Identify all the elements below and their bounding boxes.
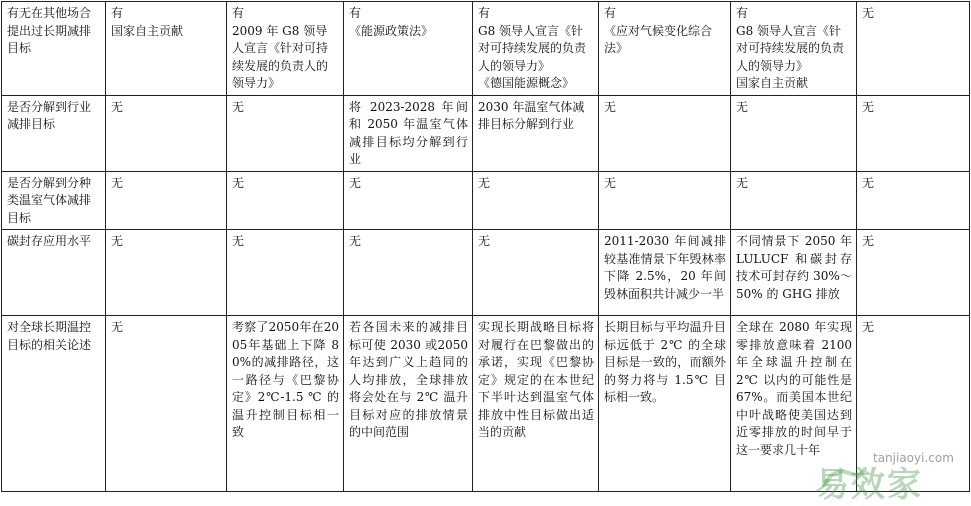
table-cell: 无: [344, 230, 473, 316]
row-header: 是否分解到行业减排目标: [2, 95, 106, 171]
table-cell: 实现长期战略目标将对履行在巴黎做出的承诺，实现《巴黎协定》规定的在本世纪下半叶达到温室气体排放中性目标做出适当的贡献: [473, 316, 599, 492]
table-cell: 无: [731, 95, 857, 171]
table-cell: 无: [106, 230, 227, 316]
table-cell: 有 《能源政策法》: [344, 2, 473, 96]
table-cell: 无: [227, 95, 344, 171]
table-row: [2, 230, 970, 316]
table-cell: 不同情景下 2050 年 LULUCF 和碳封存技术可封存约 30%～50% 的 GHG 排放: [731, 230, 857, 316]
table-cell: 考察了2050年在2005年基础上下降 80%的减排路径，这一路径与《巴黎协定》2℃-1.5 ℃ 的温升控制目标相一致: [227, 316, 344, 492]
table-cell: 无: [344, 171, 473, 230]
table-cell: 无: [473, 230, 599, 316]
table-cell: 有 《应对气候变化综合法》: [599, 2, 731, 96]
table-cell: 无: [857, 316, 970, 492]
table-cell: 有 国家自主贡献: [106, 2, 227, 96]
row-header: 碳封存应用水平: [2, 230, 106, 316]
table-cell: 无: [599, 171, 731, 230]
row-header: 有无在其他场合提出过长期减排目标: [2, 2, 106, 96]
table-cell: 有 G8 领导人宣言《针对可持续发展的负责人的领导力》 国家自主贡献: [731, 2, 857, 96]
table-cell: 无: [227, 171, 344, 230]
table-cell: 无: [599, 95, 731, 171]
table-cell: 无: [857, 95, 970, 171]
table-cell: 无: [106, 316, 227, 492]
table-cell: 无: [857, 2, 970, 96]
table-cell: 无: [106, 95, 227, 171]
table-cell: 无: [857, 230, 970, 316]
table-cell: 2011-2030 年间减排较基准情景下年毁林率下降 2.5%，20 年间毁林面积共计减少一半: [599, 230, 731, 316]
table-cell: 无: [473, 171, 599, 230]
table-cell: 有 2009 年 G8 领导人宣言《针对可持续发展的负责人的领导力》: [227, 2, 344, 96]
table-cell: 有 G8 领导人宣言《针对可持续发展的负责人的领导力》 《德国能源概念》: [473, 2, 599, 96]
row-header: 是否分解到分种类温室气体减排目标: [2, 171, 106, 230]
watermark-brand: 易效家: [815, 465, 923, 505]
table-row: [2, 171, 970, 230]
table-cell: 将 2023-2028 年间和 2050 年温室气体减排目标均分解到行业: [344, 95, 473, 171]
table-cell: 若各国未来的减排目标可使 2030 或2050年达到广义上趋同的人均排放，全球排放将会处在与 2℃ 温升目标对应的排放情景的中间范围: [344, 316, 473, 492]
watermark: [715, 449, 965, 505]
table-row: [2, 95, 970, 171]
comparison-table: [1, 1, 970, 492]
row-header: 对全球长期温控目标的相关论述: [2, 316, 106, 492]
watermark-url: tanjiaoyi.com: [873, 451, 954, 465]
table-cell: 2030 年温室气体减排目标分解到行业: [473, 95, 599, 171]
table-cell: 无: [857, 171, 970, 230]
table-cell: 长期目标与平均温升目标远低于 2℃ 的全球目标是一致的，而额外的努力将与 1.5℃ 目标相一致。: [599, 316, 731, 492]
table-cell: 无: [731, 171, 857, 230]
table-row: [2, 2, 970, 96]
table-cell: 无: [227, 230, 344, 316]
table-cell: 全球在 2080 年实现零排放意味着 2100 年全球温升控制在 2℃ 以内的可能性是 67%。而美国本世纪中叶战略使美国达到近零排放的时间早于这一要求几十年: [731, 316, 857, 492]
table-cell: 无: [106, 171, 227, 230]
